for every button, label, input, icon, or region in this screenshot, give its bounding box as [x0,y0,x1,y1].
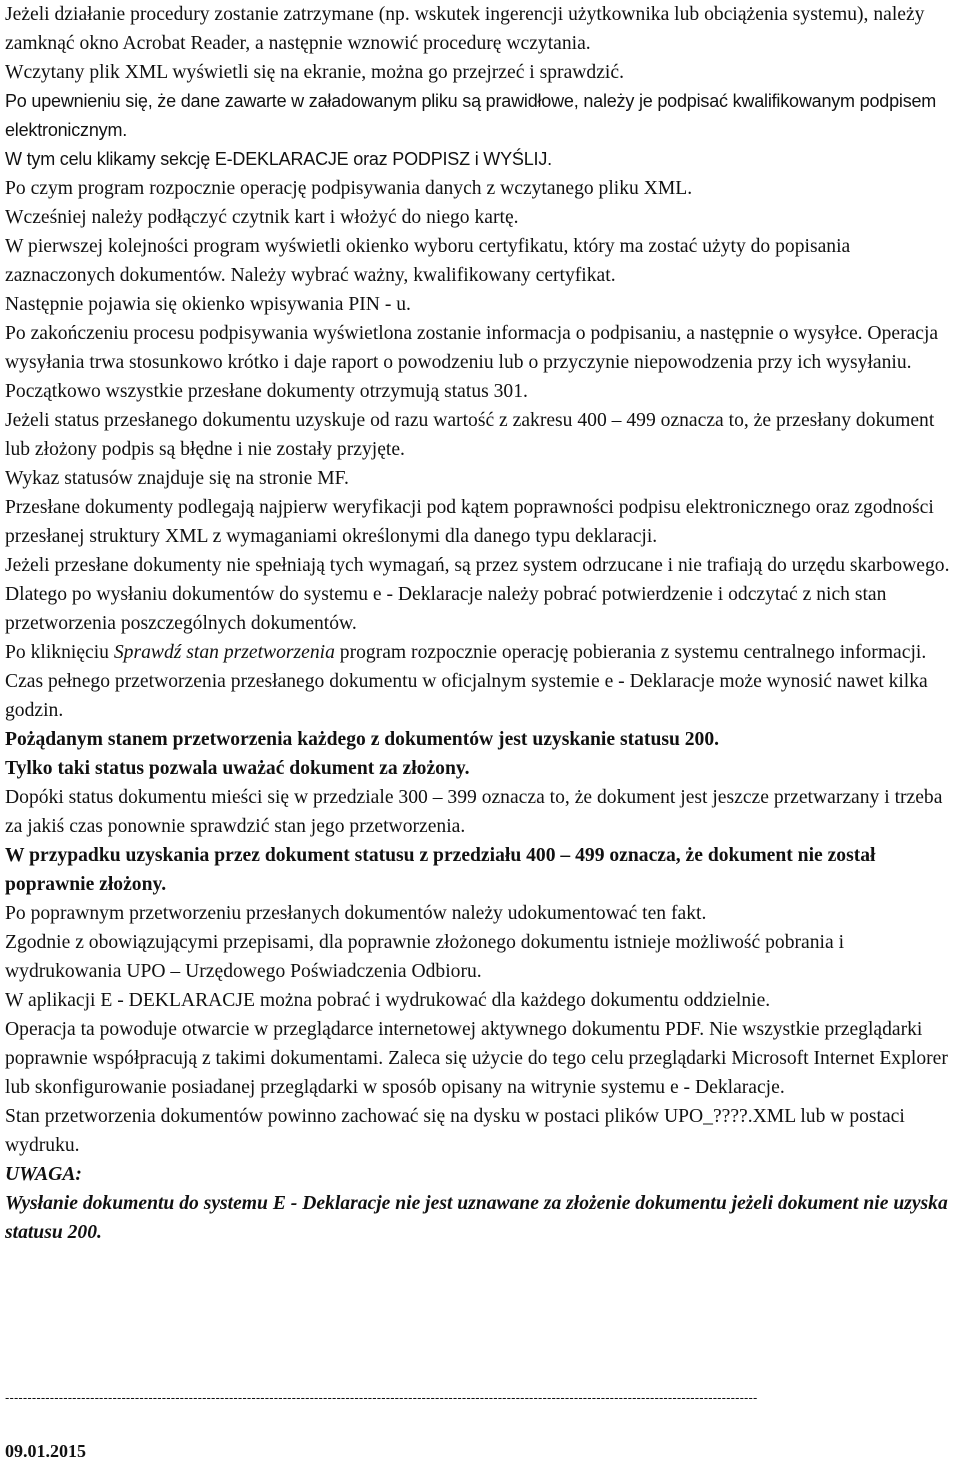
paragraph-status-200: Pożądanym stanem przetworzenia każdego z dokumentów jest uzyskanie statusu 200. [5,729,720,750]
paragraph-upo: Zgodnie z obowiązującymi przepisami, dla poprawnie złożonego dokumentu istnieje możliwość pobrania i wydrukowania UPO – Urzędowego Poświadczenia Odbioru. [5,932,845,982]
paragraph-status-301: Początkowo wszystkie przesłane dokumenty otrzymują status 301. [5,381,528,402]
paragraph-status-error: W przypadku uzyskania przez dokument statusu z przedziału 400 – 499 oznacza, że dokument nie został poprawnie złożony. [5,845,876,895]
paragraph-check-status [5,638,960,667]
warning-label: UWAGA: [5,1164,82,1185]
paragraph-card-reader: Wcześniej należy podłączyć czytnik kart i włożyć do niego kartę. [5,207,519,228]
check-status-prefix: Po kliknięciu [5,642,114,663]
paragraph-verification: Przesłane dokumenty podlegają najpierw weryfikacji pod kątem poprawności podpisu elektronicznego oraz zgodności przesłanej struktury XML z wymaganiami określonymi dla danego typu deklaracji. [5,497,934,547]
warning-text: Wysłanie dokumentu do systemu E - Deklaracje nie jest uznawane za złożenie dokumentu jeżeli dokument nie uzyska statusu 200. [5,1193,948,1243]
footer-date: 09.01.2015 [5,1441,86,1461]
paragraph-status-300-399: Dopóki status dokumentu mieści się w przedziale 300 – 399 oznacza to, że dokument jest jeszcze przetwarzany i trzeba za jakiś czas ponownie sprawdzić stan jego przetworzenia. [5,787,943,837]
paragraph-pin-window: Następnie pojawia się okienko wpisywania PIN - u. [5,294,411,315]
footer-separator: ------------------------------------------------------------------------------------------------------------------------------------------------------------------------ [5,1391,758,1405]
paragraph-verify-and-sign: Po upewnieniu się, że dane zawarte w załadowanym pliku są prawidłowe, należy je podpisać kwalifikowanym podpisem elektronicznym. [5,91,937,140]
paragraph-procedure-stopped: Jeżeli działanie procedury zostanie zatrzymane (np. wskutek ingerencji użytkownika lub obciążenia systemu), należy zamknąć okno Acrobat Reader, a następnie wznowić procedurę wczytania. [5,4,925,54]
paragraph-rejection: Jeżeli przesłane dokumenty nie spełniają tych wymagań, są przez system odrzucane i nie trafiają do urzędu skarbowego. [5,555,950,576]
check-status-action: Sprawdź stan przetworzenia [113,642,335,663]
paragraph-document-fact: Po poprawnym przetworzeniu przesłanych dokumentów należy udokumentować ten fakt. [5,903,707,924]
paragraph-xml-loaded: Wczytany plik XML wyświetli się na ekranie, można go przejrzeć i sprawdzić. [5,62,624,83]
paragraph-confirmation: Dlatego po wysłaniu dokumentów do systemu e - Deklaracje należy pobrać potwierdzenie i odczytać z nich stan przetworzenia poszczególnych dokumentów. [5,584,887,634]
paragraph-signing-finished: Po zakończeniu procesu podpisywania wyświetlona zostanie informacja o podpisaniu, a następnie o wysyłce. Operacja wysyłania trwa stosunkowo krótko i daje raport o powodzeniu lub o przyczynie niepowodzenia przy ich wysyłaniu. [5,323,939,373]
check-status-suffix: program rozpocznie operację pobierania z systemu centralnego informacji. [334,642,927,663]
paragraph-processing-time: Czas pełnego przetworzenia przesłanego dokumentu w oficjalnym systemie e - Deklaracje może wynosić nawet kilka godzin. [5,671,928,721]
paragraph-browser: Operacja ta powoduje otwarcie w przeglądarce internetowej aktywnego dokumentu PDF. Nie wszystkie przeglądarki poprawnie współpracują z takimi dokumentami. Zaleca się użycie do tego celu przeglądarki Microsoft Internet Explorer lub skonfigurowanie posiadanej przeglądarki w sposób opisany na witrynie systemu e - Deklaracje. [5,1019,948,1098]
paragraph-signing-start: Po czym program rozpocznie operację podpisywania danych z wczytanego pliku XML. [5,178,693,199]
paragraph-status-list: Wykaz statusów znajduje się na stronie MF. [5,468,349,489]
paragraph-certificate-choice: W pierwszej kolejności program wyświetli okienko wyboru certyfikatu, który ma zostać użyty do popisania zaznaczonych dokumentów. Należy wybrać ważny, kwalifikowany certyfikat. [5,236,851,286]
paragraph-save-status: Stan przetworzenia dokumentów powinno zachować się na dysku w postaci plików UPO_????.XML lub w postaci wydruku. [5,1106,905,1156]
paragraph-status-400-499: Jeżeli status przesłanego dokumentu uzyskuje od razu wartość z zakresu 400 – 499 oznacza to, że przesłany dokument lub złożony podpis są błędne i nie zostały przyjęte. [5,410,935,460]
paragraph-click-section: W tym celu klikamy sekcję E-DEKLARACJE oraz PODPISZ i WYŚLIJ. [5,149,552,169]
paragraph-only-status: Tylko taki status pozwala uważać dokument za złożony. [5,758,470,779]
document-body [5,0,960,1247]
paragraph-download-upo: W aplikacji E - DEKLARACJE można pobrać i wydrukować dla każdego dokumentu oddzielnie. [5,990,771,1011]
